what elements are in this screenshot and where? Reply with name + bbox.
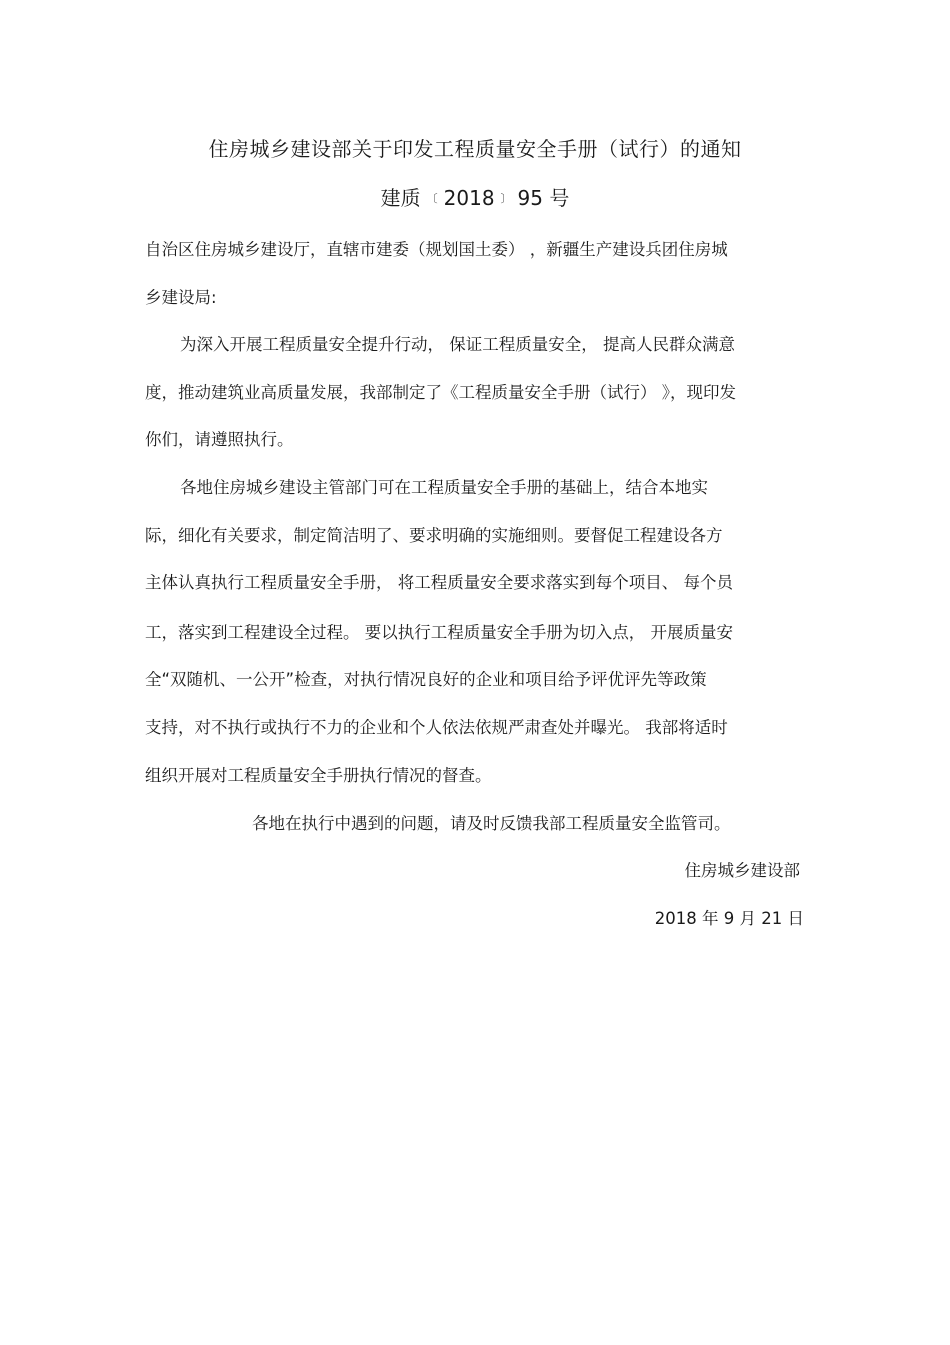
document-number <box>0 182 950 211</box>
paragraph-line: 度，推动建筑业高质量发展，我部制定了《工程质量安全手册（试行） 》，现印发 <box>145 383 736 402</box>
doc-number-number: 95 号 <box>517 186 570 210</box>
document-title: 住房城乡建设部关于印发工程质量安全手册（试行）的通知 <box>208 137 742 161</box>
document-date: 2018 年 9 月 21 日 <box>654 909 804 928</box>
paragraph-line: 主体认真执行工程质量安全手册， 将工程质量安全要求落实到每个项目、 每个员 <box>145 573 733 592</box>
doc-number-prefix: 建质 <box>380 186 421 210</box>
paragraph-line: 组织开展对工程质量安全手册执行情况的督查。 <box>145 766 492 785</box>
paragraph-line: 为深入开展工程质量安全提升行动， 保证工程质量安全， 提高人民群众满意 <box>180 335 735 354</box>
paragraph-line: 你们，请遵照执行。 <box>145 430 294 449</box>
paragraph-line: 各地在执行中遇到的问题，请及时反馈我部工程质量安全监管司。 <box>252 814 731 833</box>
paragraph-line: 各地住房城乡建设主管部门可在工程质量安全手册的基础上，结合本地实 <box>180 478 708 497</box>
paragraph-line: 工，落实到工程建设全过程。 要以执行工程质量安全手册为切入点， 开展质量安 <box>145 623 733 642</box>
doc-number-bracket-open: 〔 <box>426 192 438 205</box>
paragraph-line: 支持，对不执行或执行不力的企业和个人依法依规严肃查处并曝光。 我部将适时 <box>145 718 728 737</box>
paragraph-line: 际，细化有关要求，制定简洁明了、要求明确的实施细则。要督促工程建设各方 <box>145 526 723 545</box>
addressee-line: 乡建设局: <box>145 288 217 307</box>
addressee-line: 自治区住房城乡建设厅，直辖市建委（规划国土委） ，新疆生产建设兵团住房城 <box>145 240 728 259</box>
doc-number-bracket-close: 〕 <box>500 192 512 205</box>
signature: 住房城乡建设部 <box>684 861 800 880</box>
doc-number-year: 2018 <box>443 186 495 210</box>
paragraph-line: 全“双随机、一公开”检查，对执行情况良好的企业和项目给予评优评先等政策 <box>145 670 707 689</box>
